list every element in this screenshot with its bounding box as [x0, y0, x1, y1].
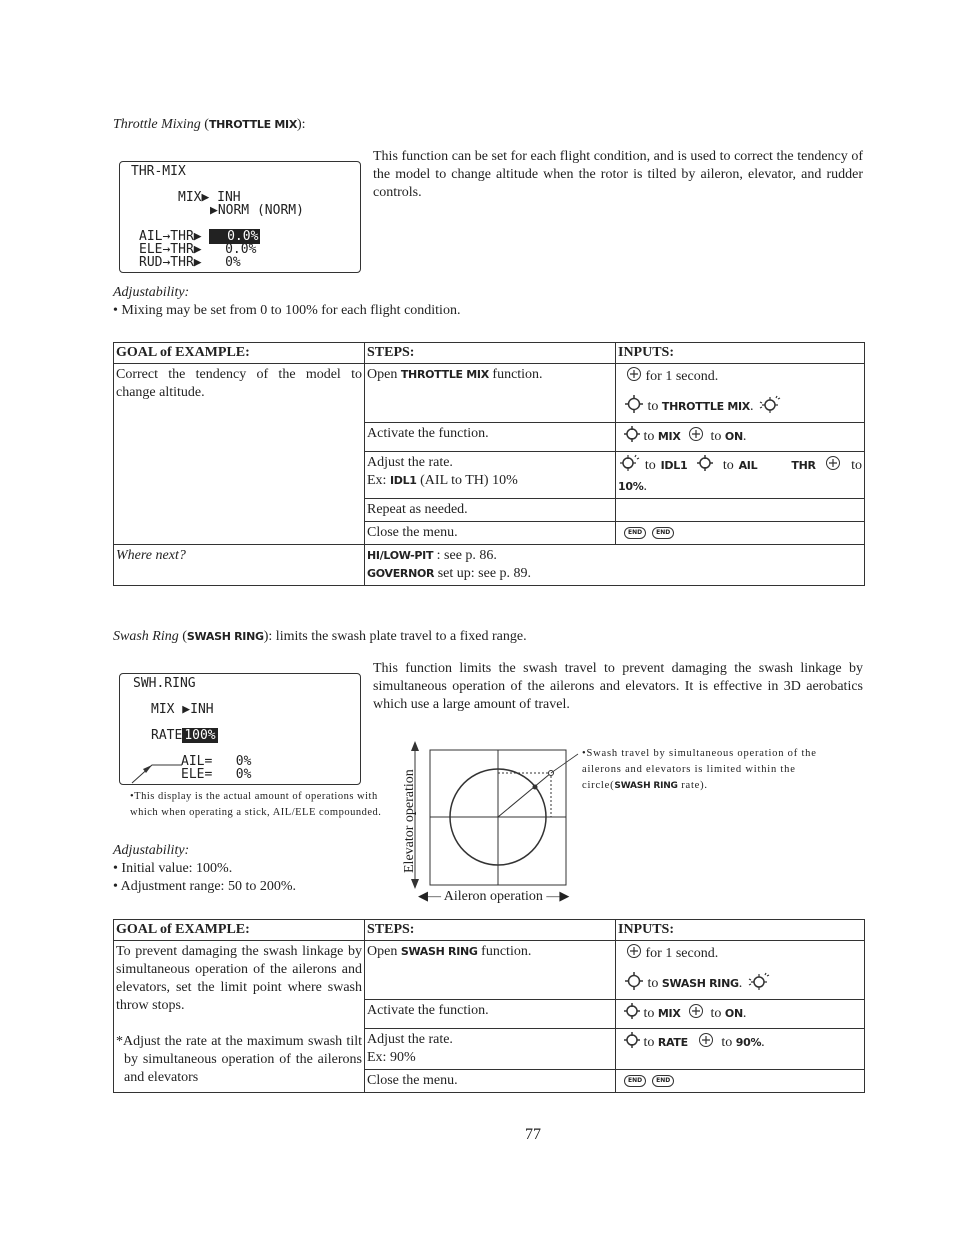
dial-icon [697, 454, 713, 478]
lcd-note: •This display is the actual amount of operations with which when operating a stick, AIL/ELE compounded. [130, 791, 382, 818]
col-steps-header: STEPS: [365, 343, 616, 364]
step-repeat: Repeat as needed. [365, 499, 616, 522]
swash-description: This function limits the swash travel to prevent damaging the swash linkage by simultaneous operation of the ailerons and elevators. It is effective in 3D aerobatics which use a large amount of travel. [373, 661, 863, 712]
step-activate: Activate the function. [365, 1000, 616, 1029]
lcd-condition: ▶NORM (NORM) [210, 203, 304, 218]
end-key-icon: END [624, 527, 646, 539]
goal-cell: Correct the tendency of the model to change altitude. [114, 364, 365, 545]
lcd-rud-thr: RUD→THR▶ 0% [139, 255, 241, 270]
end-key-icon: END [652, 1075, 674, 1087]
swash-section-title: Swash Ring (SWASH RING): limits the swash plate travel to a fixed range. [113, 629, 527, 644]
throttle-adjust-item: • Mixing may be set from 0 to 100% for each flight condition. [113, 303, 461, 318]
dial-icon [624, 1002, 640, 1026]
dial-press-icon [746, 971, 770, 997]
input-activate: to MIX to ON. [616, 1000, 865, 1029]
dial-icon [624, 971, 644, 997]
swash-adjust-item-1: • Initial value: 100%. [113, 861, 233, 876]
lcd-rate: RATE 100% [151, 728, 216, 743]
lcd-ail-thr: AIL→THR▶ 0.0% [139, 229, 259, 244]
col-goal-header: GOAL of EXAMPLE: [114, 343, 365, 364]
step-activate: Activate the function. [365, 423, 616, 452]
end-key-icon: END [624, 1075, 646, 1087]
input-adjust: to IDL1 to AIL THR to 10%. [616, 452, 865, 499]
dial-icon [624, 425, 640, 449]
throttle-lcd-screen [119, 161, 361, 273]
step-open: Open THROTTLE MIX function. [365, 364, 616, 423]
col-steps-header: STEPS: [365, 920, 616, 941]
lcd-ele: ELE= 0% [181, 767, 252, 782]
where-next-label: Where next? [114, 545, 365, 586]
step-adjust: Adjust the rate. Ex: 90% [365, 1029, 616, 1070]
lcd-ele-thr: ELE→THR▶ 0.0% [139, 242, 257, 257]
input-open: for 1 second. to SWASH RING. [616, 941, 865, 1000]
lcd-mix-label: MIX▶ INH [178, 190, 241, 205]
plus-key-icon [688, 1003, 704, 1025]
plus-key-icon [698, 1032, 714, 1054]
step-open: Open SWASH RING function. [365, 941, 616, 1000]
throttle-section-title: Throttle Mixing (THROTTLE MIX): [113, 117, 306, 132]
diagram-xlabel: ◀— Aileron operation —▶ [418, 888, 570, 904]
throttle-example-table [113, 342, 865, 586]
plus-key-icon [626, 366, 642, 388]
plus-key-icon [626, 943, 642, 965]
page-number: 77 [525, 1126, 541, 1143]
swash-example-table [113, 919, 865, 1093]
input-repeat [616, 499, 865, 522]
swash-adjust-title: Adjustability: [113, 843, 190, 858]
dial-icon [624, 394, 644, 420]
col-inputs-header: INPUTS: [616, 343, 865, 364]
col-goal-header: GOAL of EXAMPLE: [114, 920, 365, 941]
dial-press-icon [757, 394, 781, 420]
throttle-adjust-title: Adjustability: [113, 285, 190, 300]
dial-icon [624, 1031, 640, 1055]
step-adjust: Adjust the rate. Ex: IDL1 (AIL to TH) 10% [365, 452, 616, 499]
lcd-title: THR-MIX [131, 164, 186, 179]
lcd-mix: MIX ▶INH [151, 702, 214, 717]
lcd-pointer-arrow [130, 755, 185, 785]
input-activate: to MIX to ON. [616, 423, 865, 452]
end-key-icon: END [652, 527, 674, 539]
where-next-links: HI/LOW-PIT : see p. 86. GOVERNOR set up: see p. 89. [365, 545, 865, 586]
input-close [616, 1070, 865, 1093]
throttle-description: This function can be set for each flight condition, and is used to correct the tendency of the model to change altitude when the rotor is tilted by aileron, elevator, and rudder controls. [373, 149, 863, 200]
diagram-ylabel: Elevator operation [402, 769, 417, 873]
input-close [616, 522, 865, 545]
lcd-ail: AIL= 0% [181, 754, 252, 769]
lcd-title: SWH.RING [133, 676, 196, 691]
input-open: for 1 second. to THROTTLE MIX. [616, 364, 865, 423]
step-close: Close the menu. [365, 1070, 616, 1093]
diagram-note: •Swash travel by simultaneous operation of the ailerons and elevators is limited within the circle(SWASH RING rate). [582, 748, 817, 791]
swash-adjust-item-2: • Adjustment range: 50 to 200%. [113, 879, 296, 894]
goal-cell: To prevent damaging the swash linkage by simultaneous operation of the ailerons and elevators, set the limit point where swash throw stops. *Adjust the rate at the maximum swash tilt by simultaneous operation of the ailerons and elevators [114, 941, 365, 1093]
swash-ring-diagram [400, 735, 590, 910]
col-inputs-header: INPUTS: [616, 920, 865, 941]
plus-key-icon [688, 426, 704, 448]
step-close: Close the menu. [365, 522, 616, 545]
plus-key-icon [825, 455, 841, 477]
dial-press-icon [618, 454, 640, 478]
input-adjust: to RATE to 90%. [616, 1029, 865, 1070]
